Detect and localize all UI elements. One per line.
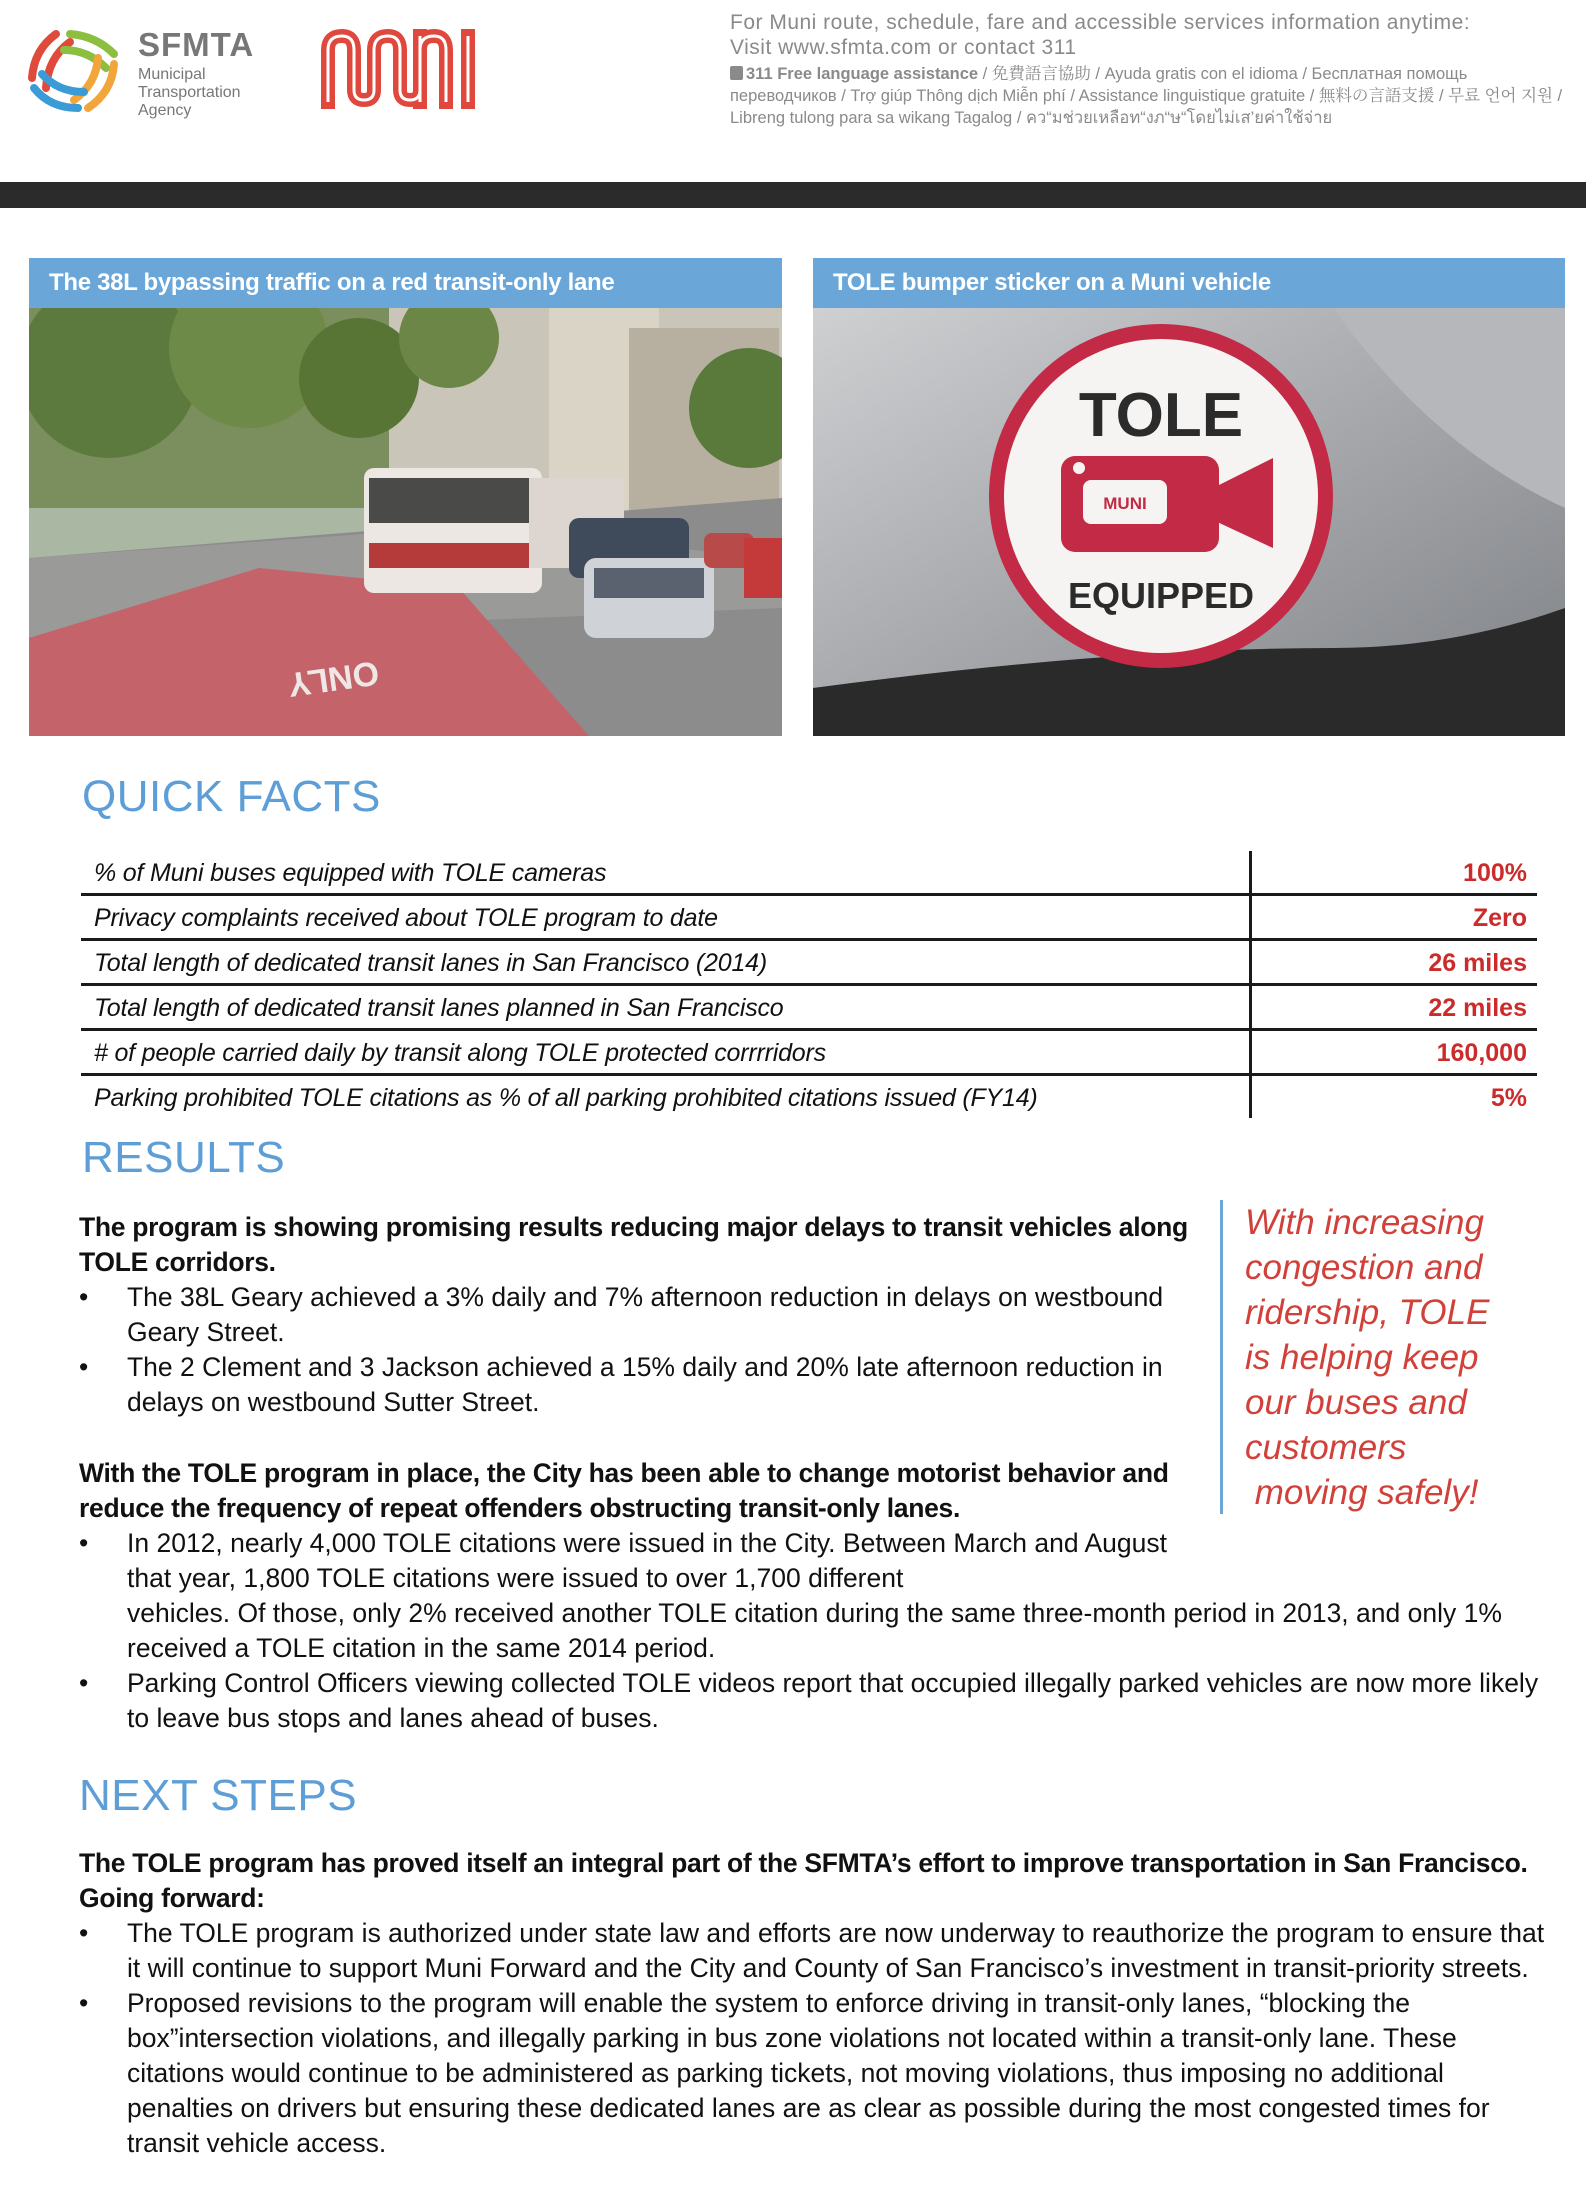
phone-icon — [730, 66, 743, 80]
results-block-2-lead — [79, 1456, 1199, 1526]
quick-facts-table — [81, 851, 1537, 1118]
results-list-1 — [79, 1280, 1199, 1420]
sfmta-swirl-icon — [26, 28, 120, 112]
fact-label: Parking prohibited TOLE citations as % of all parking prohibited citations issued (FY14) — [81, 1075, 1251, 1119]
next-steps-block — [79, 1846, 1549, 2161]
next-steps-heading: NEXT STEPS — [79, 1771, 358, 1820]
list-item: • The 38L Geary achieved a 3% daily and 7% afternoon reduction in delays on westbound Geary Street. — [79, 1280, 1199, 1350]
list-item — [79, 1526, 1559, 1666]
list-item: • The TOLE program is authorized under state law and efforts are now underway to reauthorize the program to ensure that it will continue to support Muni Forward and the City and County of San Francisco’s investment in transit-priority streets. — [79, 1916, 1549, 1986]
list-item: • The 2 Clement and 3 Jackson achieved a 15% daily and 20% late afternoon reduction in delays on westbound Sutter Street. — [79, 1350, 1199, 1420]
photo-caption: TOLE bumper sticker on a Muni vehicle — [813, 258, 1565, 308]
fact-value: 26 miles — [1251, 940, 1538, 985]
pull-quote-line: moving safely! — [1245, 1473, 1479, 1512]
results-lead-1: The program is showing promising results reducing major delays to transit vehicles along TOLE corridors. — [79, 1212, 1188, 1277]
table-row — [81, 1030, 1537, 1075]
lane-marking-text: ONLY — [285, 653, 382, 704]
bus-on-transit-lane-image — [29, 308, 782, 736]
tole-sticker-image — [813, 308, 1565, 736]
fact-value: 5% — [1490, 1083, 1527, 1112]
fact-label: Total length of dedicated transit lanes planned in San Francisco — [81, 985, 1251, 1030]
next-steps-list — [79, 1916, 1549, 2161]
sticker-subtitle: EQUIPPED — [1067, 575, 1255, 616]
pull-quote-line: our buses and — [1245, 1383, 1467, 1422]
results-lead-2: With the TOLE program in place, the City has been able to change motorist behavior and reduce the frequency of repeat offenders obstructing transit-only lanes. — [79, 1458, 1169, 1523]
pull-quote-line: congestion and — [1245, 1248, 1483, 1287]
language-assistance-list: / 免費語言協助 / Ayuda gratis con el idioma / Бесплатная помощь переводчиков / Trợ giúp Thông dịch Miễn phí / Assistance linguistique gratuite / 無料の言語支援 / 무료 언어 지원 / Libreng tulong para sa wikang Tagalog / คว“มช่วยเหลือท“งภ“ษ“โดยไม่เส’ยค่าใช้จ่าย — [730, 65, 1563, 127]
fact-value: 22 miles — [1251, 985, 1538, 1030]
table-row — [81, 1075, 1537, 1119]
info-line-2: Visit www.sfmta.com or contact 311 — [730, 36, 1077, 59]
results-heading: RESULTS — [82, 1133, 286, 1182]
header-divider-bar — [0, 182, 1586, 208]
results-list-2 — [79, 1526, 1559, 1736]
pull-quote-line: ridership, TOLE — [1245, 1293, 1490, 1332]
fact-value: 100% — [1251, 851, 1538, 895]
results-block-2-list — [79, 1526, 1559, 1736]
muni-logo — [318, 28, 502, 115]
list-item: • Parking Control Officers viewing collected TOLE videos report that occupied illegally parked vehicles are now more likely to leave bus stops and lanes ahead of buses. — [79, 1666, 1559, 1736]
photo-panel-bus-lane — [29, 258, 782, 741]
table-row — [81, 985, 1537, 1030]
fact-label: # of people carried daily by transit along TOLE protected corrrridors — [81, 1030, 1251, 1075]
sfmta-logo — [26, 22, 266, 118]
quick-facts-heading: QUICK FACTS — [82, 772, 381, 821]
sticker-muni-logo: MUNI — [1103, 494, 1147, 513]
photo-caption: The 38L bypassing traffic on a red transit-only lane — [29, 258, 782, 308]
pull-quote-line: With increasing — [1245, 1203, 1484, 1242]
fact-label: % of Muni buses equipped with TOLE cameras — [81, 851, 1251, 895]
photo-panel-sticker — [813, 258, 1565, 741]
results-block-1 — [79, 1210, 1199, 1420]
list-item: • Proposed revisions to the program will enable the system to enforce driving in transit-only lanes, “blocking the box”intersection violations, and illegally parking in bus zone violations not located within a transit-only lane. These citations would continue to be administered as parking tickets, not moving violations, thus imposing no additional penalties on drivers but ensuring these dedicated lanes are as clear as possible during the most congested times for transit vehicle access. — [79, 1986, 1549, 2161]
language-assistance — [730, 63, 1566, 129]
table-row — [81, 895, 1537, 940]
fact-value: Zero — [1251, 895, 1538, 940]
sticker-title: TOLE — [1078, 381, 1244, 450]
info-line-1: For Muni route, schedule, fare and accessible services information anytime: — [730, 11, 1471, 34]
pull-quote — [1220, 1200, 1545, 1514]
pull-quote-line: is helping keep — [1245, 1338, 1479, 1377]
fact-value: 160,000 — [1251, 1030, 1538, 1075]
table-row — [81, 851, 1537, 895]
header-info — [730, 10, 1566, 129]
fact-label: Privacy complaints received about TOLE program to date — [81, 895, 1251, 940]
pull-quote-line: customers — [1245, 1428, 1407, 1467]
fact-label: Total length of dedicated transit lanes in San Francisco (2014) — [81, 940, 1251, 985]
sfmta-subtitle: Municipal Transportation Agency — [138, 66, 241, 119]
language-assistance-label: 311 Free language assistance — [746, 65, 979, 83]
table-row — [81, 940, 1537, 985]
list-item-text: • In 2012, nearly 4,000 TOLE citations were issued in the City. Between March and August that year, 1,800 TOLE citations were issued to over 1,700 different — [127, 1528, 1167, 1593]
next-steps-lead: The TOLE program has proved itself an integral part of the SFMTA’s effort to improve transportation in San Francisco. Going forward: — [79, 1848, 1528, 1913]
list-item-text: vehicles. Of those, only 2% received another TOLE citation during the same three-month period in 2013, and only 1% received a TOLE citation in the same 2014 period. — [127, 1598, 1502, 1663]
sfmta-name: SFMTA — [138, 26, 255, 63]
